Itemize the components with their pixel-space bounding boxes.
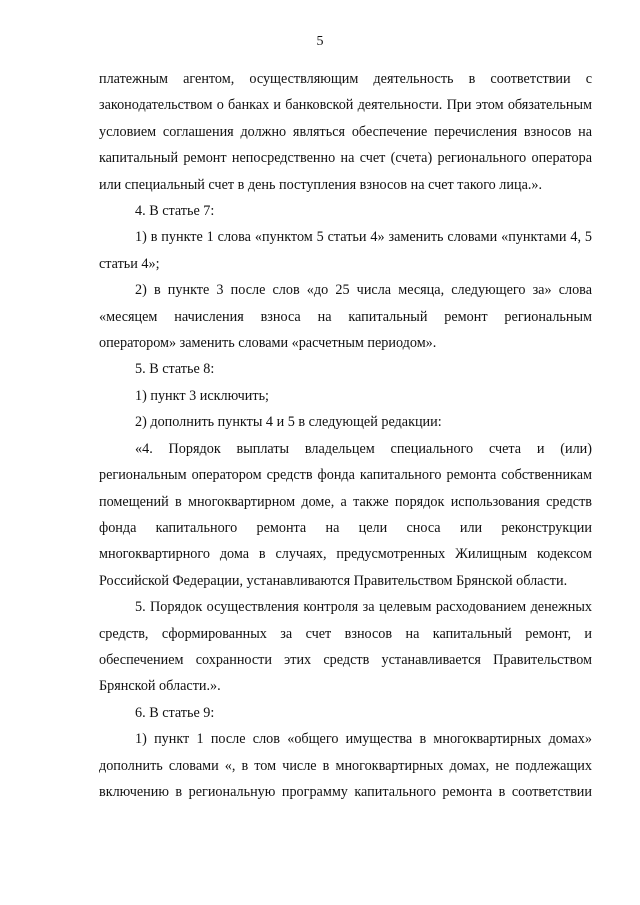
- paragraph-article-8-item-1: 1) пункт 3 исключить;: [135, 387, 269, 404]
- paragraph-article-7-heading: 4. В статье 7:: [135, 203, 215, 220]
- paragraph-new-point-5: 5. Порядок осуществления контроля за целевым расходованием денежных средств, сформированных за счет взносов на капитальный ремонт, и обеспечением сохранности этих средств устанавливается Правительством Брянской области.».: [99, 599, 592, 695]
- paragraph-new-point-4: «4. Порядок выплаты владельцем специального счета и (или) региональным оператором средств фонда капитального ремонта собственникам помещений в многоквартирном доме, а также порядок использования средств фонда капитального ремонта на цели сноса или реконструкции многоквартирного дома в случаях, предусмотренных Жилищным кодексом Российской Федерации, устанавливаются Правительством Брянской области.: [99, 440, 592, 589]
- paragraph-article-7-item-1: 1) в пункте 1 слова «пунктом 5 статьи 4» заменить словами «пунктами 4, 5 статьи 4»;: [99, 229, 592, 272]
- document-body: [99, 66, 592, 805]
- paragraph-article-8-heading: 5. В статье 8:: [135, 361, 215, 378]
- paragraph-article-8-item-2: 2) дополнить пункты 4 и 5 в следующей редакции:: [135, 414, 442, 431]
- paragraph-article-7-item-2: 2) в пункте 3 после слов «до 25 числа месяца, следующего за» слова «месяцем начисления взноса на капитальный ремонт региональным оператором» заменить словами «расчетным периодом».: [99, 282, 592, 352]
- page-number: 5: [316, 34, 324, 49]
- paragraph-payment-agent: платежным агентом, осуществляющим деятельность в соответствии с законодательством о банках и банковской деятельности. При этом обязательным условием соглашения должно являться обеспечение перечисления взносов на капитальный ремонт непосредственно на счет (счета) регионального оператора или специальный счет в день поступления взносов на счет такого лица.».: [99, 71, 592, 193]
- paragraph-article-9-item-1: 1) пункт 1 после слов «общего имущества в многоквартирных домах» дополнить словами «, в том числе в многоквартирных домах, не подлежащих включению в региональную программу капитального ремонта в соответствии: [99, 731, 592, 800]
- paragraph-article-9-heading: 6. В статье 9:: [135, 704, 215, 721]
